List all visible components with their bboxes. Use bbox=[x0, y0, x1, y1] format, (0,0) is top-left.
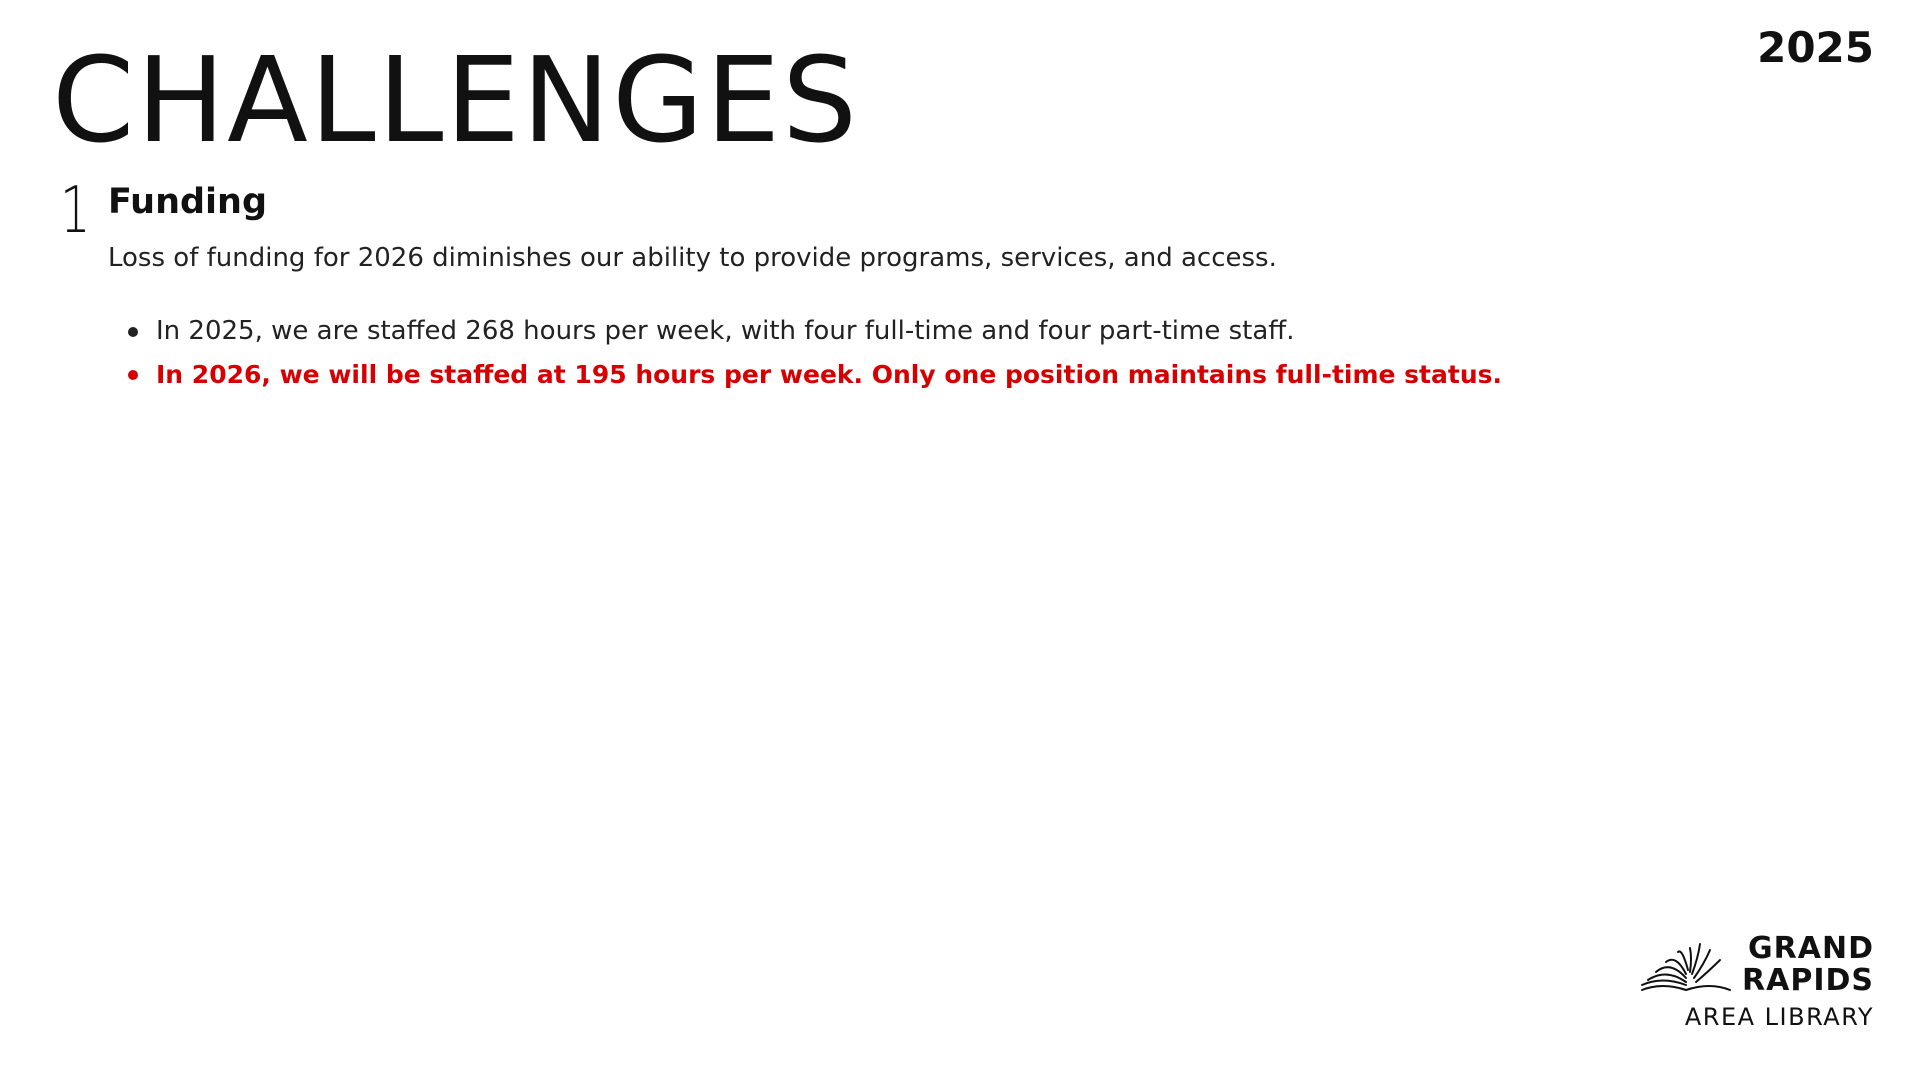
logo-text-area-library: AREA LIBRARY bbox=[1684, 1003, 1874, 1031]
library-logo bbox=[1638, 932, 1874, 1032]
bullet-text: In 2026, we will be staffed at 195 hours per week. Only one position maintains full-time status. bbox=[156, 360, 1502, 389]
bullet-icon bbox=[128, 327, 138, 337]
year-label: 2025 bbox=[1757, 23, 1874, 72]
section-heading: Funding bbox=[108, 182, 268, 222]
bullet-list bbox=[124, 310, 1502, 396]
section-number: 1 bbox=[60, 174, 91, 248]
page-title: CHALLENGES bbox=[52, 31, 860, 169]
logo-text-rapids: RAPIDS bbox=[1742, 963, 1874, 998]
section-description: Loss of funding for 2026 diminishes our ability to provide programs, services, and access. bbox=[108, 243, 1277, 273]
bullet-icon bbox=[128, 370, 138, 380]
open-book-icon bbox=[1638, 938, 1734, 998]
bullet-text: In 2025, we are staffed 268 hours per week, with four full-time and four part-time staff. bbox=[156, 316, 1295, 346]
list-item-staffing-2025 bbox=[124, 310, 1502, 353]
list-item-staffing-2026 bbox=[124, 353, 1502, 396]
logo-text-grand: GRAND bbox=[1748, 931, 1874, 966]
